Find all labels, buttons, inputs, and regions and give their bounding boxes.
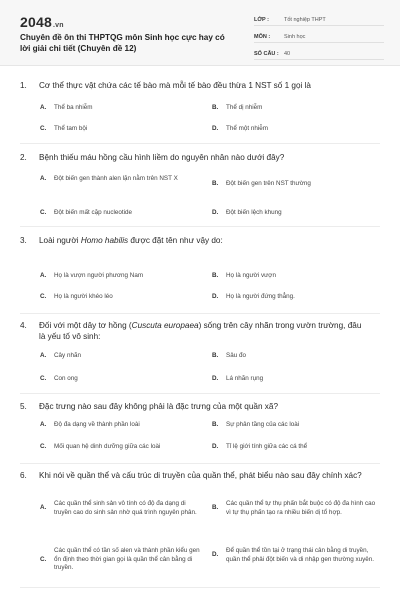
option-a[interactable]: A. Độ đa dạng về thành phần loài <box>40 421 140 428</box>
question-text: Cơ thể thực vật chứa các tế bào mà mỗi tế bào đều thừa 1 NST số 1 gọi là <box>39 81 311 90</box>
meta-class-value: Tốt nghiệp THPT <box>284 17 326 23</box>
question-number: 6. <box>20 471 27 480</box>
option-d[interactable]: D. Để quần thể tồn tại ở trạng thái cân bằng di truyền, quần thể phải đột biến và di nhập gen thường xuyên. <box>212 547 375 563</box>
divider <box>20 313 380 314</box>
question-number: 1. <box>20 81 27 90</box>
question-number: 2. <box>20 153 27 162</box>
option-b[interactable]: B. Các quần thể tự thụ phấn bắt buộc có độ đa hình cao vì tự thụ phấn tạo ra nhiều biến dị tổ hợp. <box>212 500 376 516</box>
meta-subject-value: Sinh học <box>284 34 306 40</box>
question-stem <box>20 470 370 481</box>
option-b[interactable]: B. Sự phân tầng của các loài <box>212 421 300 428</box>
option-d[interactable]: D. Họ là người đứng thẳng. <box>212 293 295 300</box>
question-stem <box>20 152 370 163</box>
option-a[interactable]: A. Cây nhãn <box>40 352 81 359</box>
meta-class-label: LỚP : <box>254 17 269 23</box>
option-c[interactable]: C. Con ong <box>40 375 78 382</box>
option-a[interactable]: A. Thể ba nhiễm <box>40 104 93 111</box>
question-number: 4. <box>20 321 27 330</box>
divider <box>20 226 380 227</box>
option-d[interactable]: D. Lá nhãn rụng <box>212 375 264 382</box>
option-b[interactable]: B. Đột biến gen trên NST thường <box>212 180 311 187</box>
divider <box>20 463 380 464</box>
option-c[interactable]: C. Mối quan hệ dinh dưỡng giữa các loài <box>40 443 161 450</box>
meta-class <box>254 12 384 26</box>
option-d[interactable]: D. Tỉ lệ giới tính giữa các cá thể <box>212 443 308 450</box>
option-d[interactable]: D. Thể một nhiễm <box>212 125 268 132</box>
species-name: Cuscuta europaea <box>131 321 199 330</box>
option-c[interactable]: C. Các quần thể có tần số alen và thành phần kiểu gen ổn định theo thời gian gọi là quần thể cân bằng di truyền. <box>40 547 200 571</box>
option-b[interactable]: B. Họ là người vượn <box>212 272 276 279</box>
divider <box>20 587 380 588</box>
option-b[interactable]: B. Sâu đo <box>212 352 246 359</box>
option-d[interactable]: D. Đột biến lệch khung <box>212 209 282 216</box>
question-text: Loài người Homo habilis được đặt tên như vậy do: <box>39 236 223 245</box>
option-b[interactable]: B. Thể dị nhiễm <box>212 104 263 111</box>
option-c[interactable]: C. Đột biến mất cặp nucleotide <box>40 209 133 216</box>
exam-meta <box>254 12 384 63</box>
question-text: Đặc trưng nào sau đây không phải là đặc trưng của một quần xã? <box>39 402 278 411</box>
question-stem <box>20 401 370 412</box>
question-stem <box>20 235 370 246</box>
option-a[interactable]: A. Các quần thể sinh sản vô tính có độ đa dạng di truyền cao do sinh sản nhờ quá trình nguyên phân. <box>40 500 197 516</box>
question-number: 5. <box>20 402 27 411</box>
question-stem <box>20 80 370 91</box>
question-text: Khi nói về quần thể và cấu trúc di truyền của quần thể, phát biểu nào sau đây chính xác? <box>39 471 362 480</box>
exam-title: Chuyên đề ôn thi THPTQG môn Sinh học cực hay có lời giải chi tiết (Chuyên đề 12) <box>20 33 225 53</box>
question-text: Bệnh thiếu máu hồng cầu hình liềm do nguyên nhân nào dưới đây? <box>39 153 285 162</box>
question-text: Đối với một dây tơ hồng (Cuscuta europaea) sống trên cây nhãn trong vườn trường, đâu là yếu tố vô sinh: <box>39 321 362 341</box>
question-number: 3. <box>20 236 27 245</box>
meta-subject <box>254 29 384 43</box>
site-logo[interactable]: 2048.vn <box>20 14 64 30</box>
option-a[interactable]: A. Họ là vượn người phương Nam <box>40 272 144 279</box>
species-name: Homo habilis <box>80 236 129 245</box>
meta-count-label: SỐ CÂU : <box>254 51 279 57</box>
option-a[interactable]: A. Đột biến gen thành alen lặn nằm trên NST X <box>40 175 178 182</box>
divider <box>20 393 380 394</box>
meta-subject-label: MÔN : <box>254 34 271 40</box>
meta-count-value: 40 <box>284 51 291 57</box>
site-logo-suffix: .vn <box>52 22 64 29</box>
option-c[interactable]: C. Thể tam bội <box>40 125 88 132</box>
exam-header <box>0 0 400 66</box>
option-c[interactable]: C. Họ là người khéo léo <box>40 293 113 300</box>
question-stem <box>20 320 370 342</box>
divider <box>20 143 380 144</box>
meta-count <box>254 46 384 60</box>
